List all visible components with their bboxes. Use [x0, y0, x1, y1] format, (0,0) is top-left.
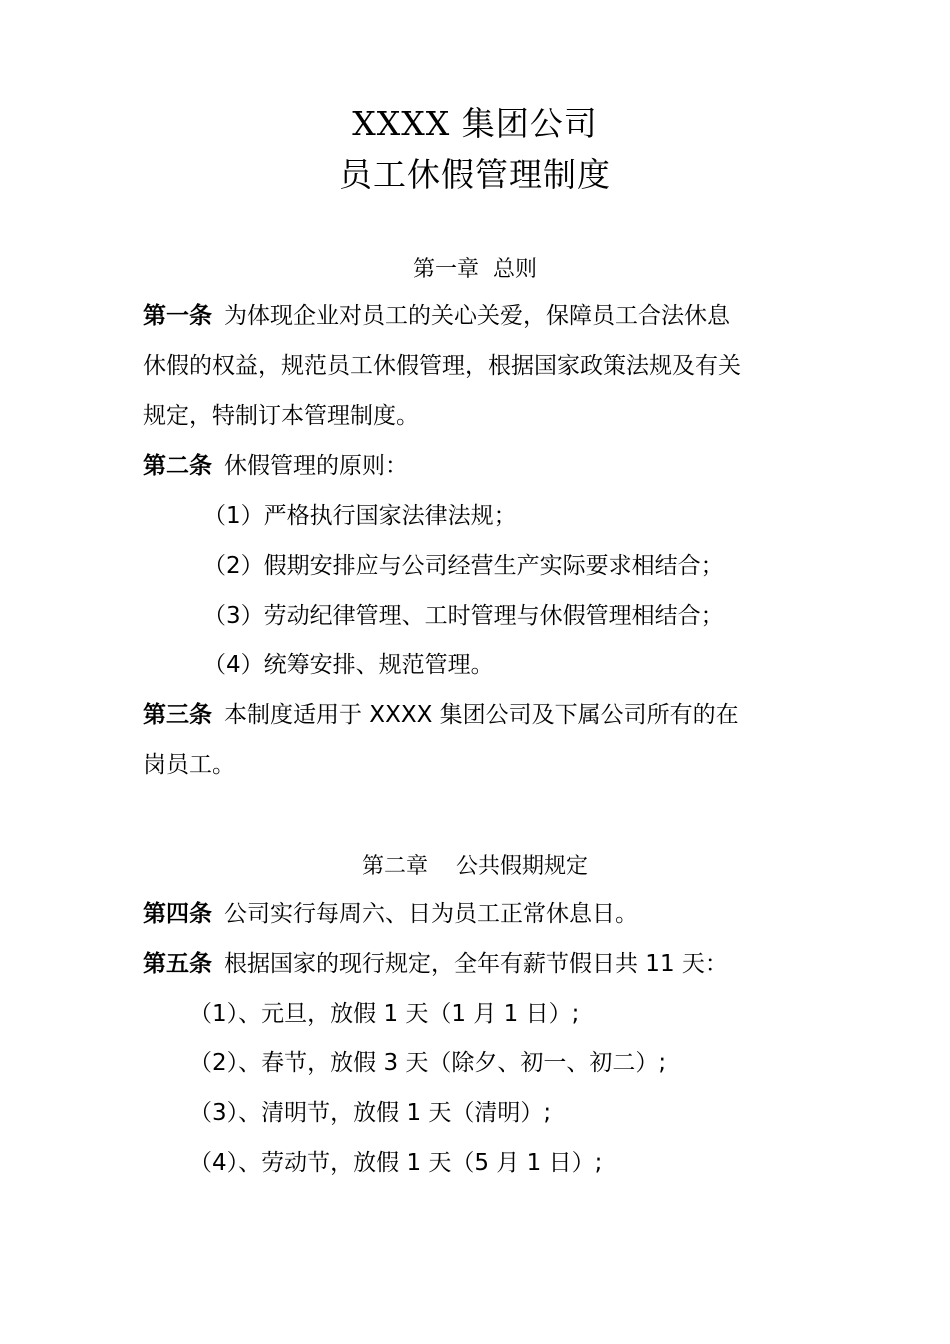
- principle-item: （3）劳动纪律管理、工时管理与休假管理相结合；: [203, 603, 724, 629]
- document-title-line1: XXXX 集团公司: [352, 104, 598, 143]
- article1-label: 第一条: [143, 303, 212, 329]
- chapter2-heading: 第二章 公共假期规定: [362, 854, 588, 879]
- principle-item: （2）假期安排应与公司经营生产实际要求相结合；: [203, 553, 724, 579]
- article5-label: 第五条: [143, 951, 212, 977]
- article1-text-line1: 为体现企业对员工的关心关爱，保障员工合法休息: [224, 303, 730, 329]
- article4-line: [143, 898, 638, 930]
- principle-item: （1）严格执行国家法律法规；: [203, 503, 517, 529]
- article1-line2: 休假的权益，规范员工休假管理，根据国家政策法规及有关: [143, 353, 741, 379]
- article4-label: 第四条: [143, 901, 212, 927]
- holiday-item: （4）、劳动节，放假 1 天（5 月 1 日）;: [189, 1150, 603, 1176]
- article5-line: [143, 948, 728, 980]
- article1-line3: 规定，特制订本管理制度。: [143, 403, 419, 429]
- chapter1-heading: 第一章 总则: [413, 257, 537, 282]
- article4-text: 公司实行每周六、日为员工正常休息日。: [224, 901, 638, 927]
- principle-item: （4）统筹安排、规范管理。: [203, 652, 494, 678]
- article3-line2: 岗员工。: [143, 752, 235, 778]
- holiday-item: （2）、春节，放假 3 天（除夕、初一、初二）;: [189, 1050, 667, 1076]
- article2-label: 第二条: [143, 453, 212, 479]
- article2-line: [143, 450, 408, 482]
- article3-label: 第三条: [143, 702, 212, 728]
- document-title-line2: 员工休假管理制度: [339, 155, 611, 194]
- holiday-item: （3）、清明节，放假 1 天（清明）;: [189, 1100, 552, 1126]
- holiday-item: （1）、元旦，放假 1 天（1 月 1 日）;: [189, 1001, 580, 1027]
- article5-text: 根据国家的现行规定，全年有薪节假日共 11 天：: [224, 951, 728, 977]
- article2-text: 休假管理的原则：: [224, 453, 408, 479]
- article3-text-line1: 本制度适用于 XXXX 集团公司及下属公司所有的在: [224, 702, 739, 728]
- article1-line1: [143, 300, 730, 332]
- article3-line1: [143, 699, 739, 731]
